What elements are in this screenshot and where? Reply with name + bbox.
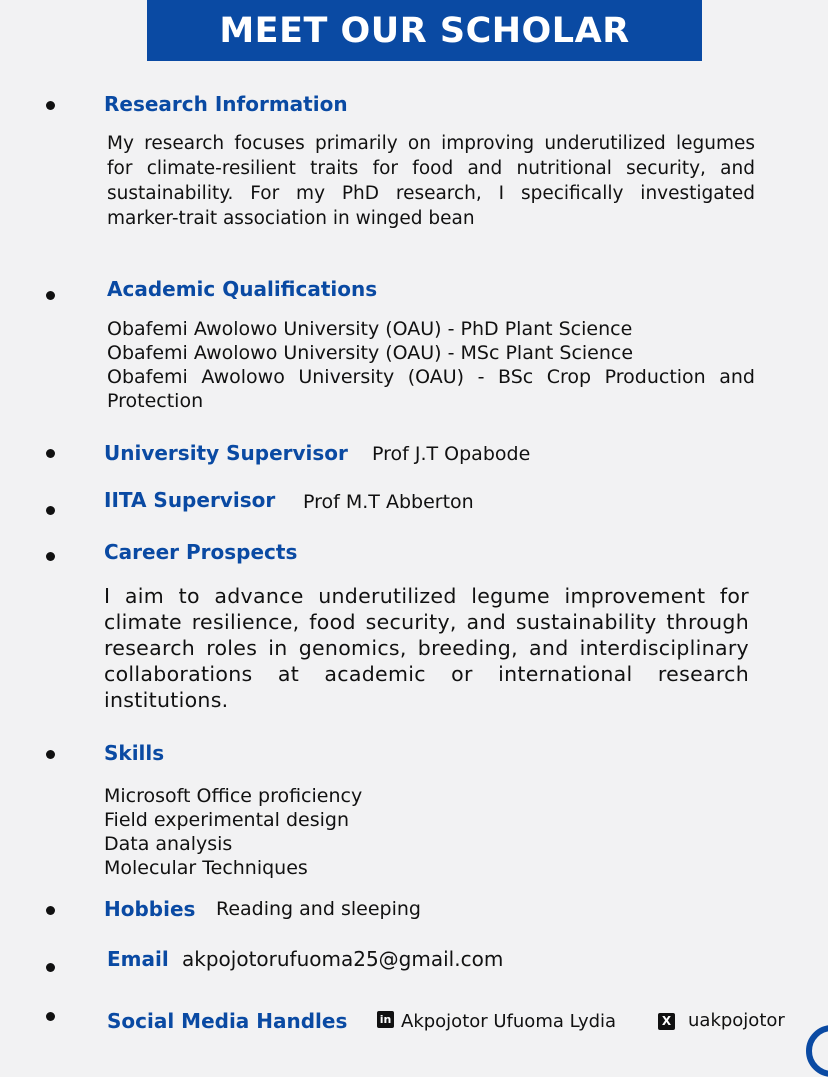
linkedin-handle[interactable]: Akpojotor Ufuoma Lydia: [401, 1011, 617, 1032]
bullet: [46, 1012, 55, 1021]
iita-supervisor-value: Prof M.T Abberton: [303, 491, 474, 513]
list-item: Data analysis: [104, 833, 233, 855]
bullet: [46, 101, 55, 110]
academic-list: [107, 317, 755, 413]
university-supervisor-heading: University Supervisor: [104, 441, 348, 465]
hobbies-value: Reading and sleeping: [216, 898, 421, 920]
email-link[interactable]: akpojotorufuoma25@gmail.com: [182, 947, 504, 971]
email-heading: Email: [107, 947, 169, 971]
skills-list: [104, 784, 604, 880]
x-handle[interactable]: uakpojotor: [688, 1010, 785, 1031]
list-item: Molecular Techniques: [104, 857, 308, 879]
career-heading: Career Prospects: [104, 540, 298, 564]
university-supervisor-value: Prof J.T Opabode: [372, 443, 531, 465]
list-item: Microsoft Office proficiency: [104, 785, 363, 807]
skills-heading: Skills: [104, 741, 165, 765]
list-item: Obafemi Awolowo University (OAU) - PhD Plant Science: [107, 318, 633, 340]
list-item: Obafemi Awolowo University (OAU) - BSc Crop Production and Protection: [107, 366, 755, 412]
academic-heading: Academic Qualifications: [107, 277, 378, 301]
page-title: MEET OUR SCHOLAR: [219, 10, 630, 51]
list-item: Field experimental design: [104, 809, 350, 831]
bullet: [46, 906, 55, 915]
bullet: [46, 552, 55, 561]
bullet: [46, 750, 55, 759]
career-body: I aim to advance underutilized legume improvement for climate resilience, food security, and sustainability through research roles in genomics, breeding, and interdisciplinary collaborations at academic or international research institutions.: [104, 584, 749, 712]
bullet: [46, 506, 55, 515]
bullet: [46, 291, 55, 300]
corner-decoration: [806, 1025, 828, 1077]
bullet: [46, 963, 55, 972]
research-heading: Research Information: [104, 92, 348, 116]
bullet: [46, 449, 55, 458]
hobbies-heading: Hobbies: [104, 897, 196, 921]
research-body: My research focuses primarily on improving underutilized legumes for climate-resilient traits for food and nutritional security, and sustainability. For my PhD research, I specifically investigated marker-trait association in winged bean: [107, 133, 755, 229]
page-title-banner: [147, 0, 702, 61]
x-icon: X: [658, 1013, 675, 1030]
list-item: Obafemi Awolowo University (OAU) - MSc Plant Science: [107, 342, 634, 364]
iita-supervisor-heading: IITA Supervisor: [104, 488, 276, 512]
linkedin-icon: in: [377, 1011, 394, 1028]
social-heading: Social Media Handles: [107, 1009, 348, 1033]
